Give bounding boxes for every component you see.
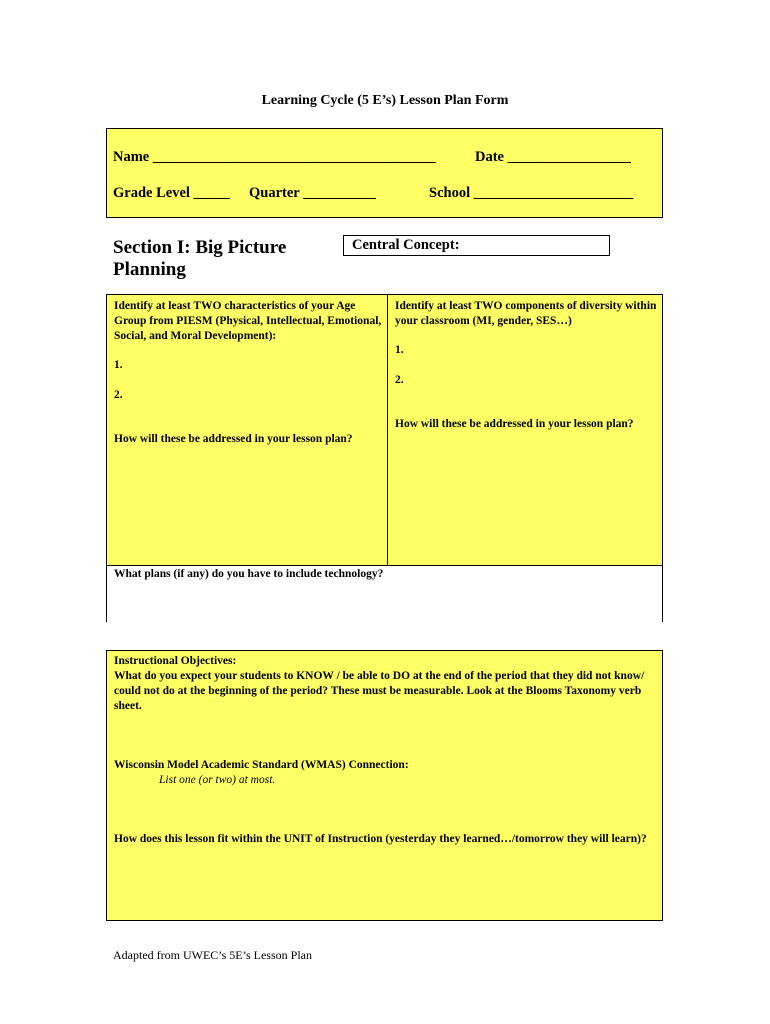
technology-prompt: What plans (if any) do you have to include technology? bbox=[114, 568, 384, 580]
central-concept-field[interactable] bbox=[343, 235, 610, 256]
diversity-prompt: Identify at least TWO components of diversity within your classroom (MI, gender, SES…) bbox=[395, 300, 657, 327]
section-title: Section I: Big Picture Planning bbox=[113, 237, 287, 280]
objectives-body: What do you expect your students to KNOW / be able to DO at the end of the period that they did not know/ could not do at the beginning of the period? These must be measurable. Look at the Blooms Taxonomy verb sheet. bbox=[114, 670, 645, 712]
age-item-2: 2. bbox=[114, 389, 123, 401]
wmas-note: List one (or two) at most. bbox=[159, 774, 276, 786]
objectives-heading: Instructional Objectives: bbox=[114, 655, 237, 667]
diversity-item-1: 1. bbox=[395, 344, 404, 356]
name-field[interactable]: Name _______________________________________ bbox=[113, 149, 436, 165]
planning-grid bbox=[106, 294, 663, 622]
school-field[interactable]: School ______________________ bbox=[429, 185, 634, 201]
footer-credit: Adapted from UWEC’s 5E’s Lesson Plan bbox=[113, 948, 312, 962]
central-concept-label: Central Concept: bbox=[352, 237, 460, 253]
form-title: Learning Cycle (5 E’s) Lesson Plan Form bbox=[261, 93, 509, 108]
diversity-item-2: 2. bbox=[395, 374, 404, 386]
age-group-cell[interactable] bbox=[107, 295, 388, 565]
header-box bbox=[106, 128, 663, 218]
age-item-1: 1. bbox=[114, 359, 123, 371]
date-field[interactable]: Date _________________ bbox=[475, 149, 631, 165]
diversity-address-question: How will these be addressed in your lesson plan? bbox=[395, 418, 634, 430]
age-address-question: How will these be addressed in your lesson plan? bbox=[114, 433, 353, 445]
diversity-cell[interactable] bbox=[388, 295, 662, 565]
unit-question: How does this lesson fit within the UNIT of Instruction (yesterday they learned…/tomorrow they will learn)? bbox=[114, 833, 647, 845]
objectives-box[interactable] bbox=[106, 650, 663, 921]
age-group-prompt: Identify at least TWO characteristics of your Age Group from PIESM (Physical, Intellectual, Emotional, Social, and Moral Development): bbox=[114, 300, 382, 342]
quarter-field[interactable]: Quarter __________ bbox=[249, 185, 376, 201]
technology-cell[interactable] bbox=[107, 565, 662, 622]
grade-level-field[interactable]: Grade Level _____ bbox=[113, 185, 230, 201]
wmas-heading: Wisconsin Model Academic Standard (WMAS) Connection: bbox=[114, 759, 409, 771]
